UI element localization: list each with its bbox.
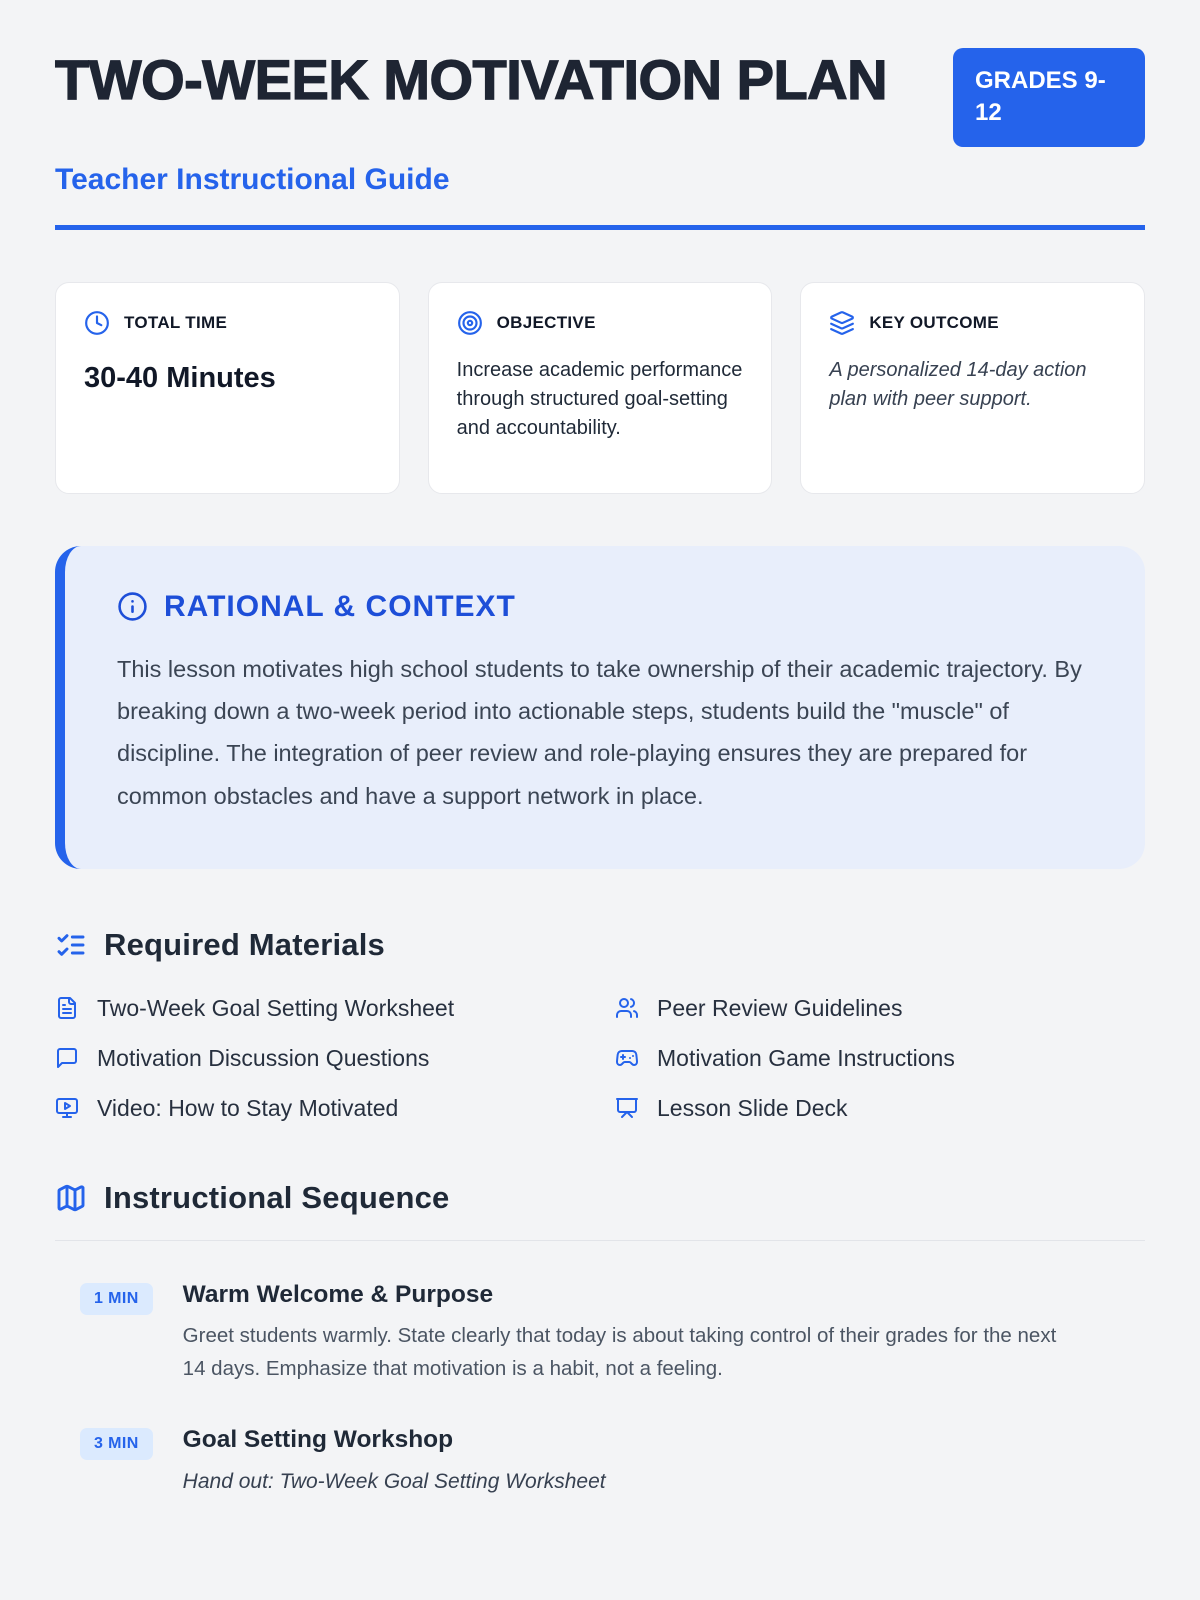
presentation-icon bbox=[615, 1096, 639, 1120]
material-item bbox=[615, 1045, 1145, 1072]
sequence-title: Instructional Sequence bbox=[104, 1179, 450, 1215]
rationale-panel bbox=[55, 546, 1145, 869]
video-icon bbox=[55, 1096, 79, 1120]
users-icon bbox=[615, 996, 639, 1020]
total-time-value: 30-40 Minutes bbox=[84, 361, 276, 394]
step-row bbox=[55, 1426, 1145, 1499]
step-duration-badge: 1 MIN bbox=[80, 1283, 153, 1315]
checklist-icon bbox=[55, 929, 87, 961]
card-label: OBJECTIVE bbox=[496, 312, 596, 332]
material-item bbox=[615, 995, 1145, 1022]
page-title: TWO-WEEK MOTIVATION PLAN bbox=[55, 48, 888, 111]
gamepad-icon bbox=[615, 1046, 639, 1070]
rationale-title: RATIONAL & CONTEXT bbox=[164, 589, 516, 623]
material-label: Lesson Slide Deck bbox=[657, 1094, 848, 1121]
instructional-sequence-section bbox=[55, 1180, 1145, 1498]
target-icon bbox=[457, 310, 483, 336]
step-body bbox=[183, 1281, 1083, 1386]
material-item bbox=[55, 1045, 585, 1072]
total-time-card bbox=[55, 282, 400, 494]
step-description: Greet students warmly. State clearly that today is about taking control of their grades for the next 14 days. Emphasize that motivation is a habit, not a feeling. bbox=[182, 1323, 1057, 1380]
objective-value: Increase academic performance through structured goal-setting and accountability. bbox=[456, 358, 743, 439]
card-label: TOTAL TIME bbox=[124, 312, 228, 332]
step-body bbox=[183, 1426, 606, 1499]
step-row bbox=[55, 1281, 1145, 1386]
material-item bbox=[615, 1095, 1145, 1122]
materials-list bbox=[55, 995, 1145, 1122]
step-title: Goal Setting Workshop bbox=[182, 1425, 454, 1453]
rationale-body: This lesson motivates high school students to take ownership of their academic trajectory. By breaking down a two-week period into actionable steps, students build the "muscle" of discipline. The integration of peer review and role-playing ensures they are prepared for common obstacles and have a support network in place. bbox=[117, 655, 1082, 809]
card-label: KEY OUTCOME bbox=[869, 312, 999, 332]
step-duration-badge: 3 MIN bbox=[80, 1428, 153, 1460]
header-divider bbox=[55, 225, 1145, 230]
key-outcome-card bbox=[800, 282, 1145, 494]
info-icon bbox=[117, 591, 148, 622]
material-label: Motivation Game Instructions bbox=[657, 1044, 955, 1071]
layers-icon bbox=[829, 310, 855, 336]
map-icon bbox=[55, 1182, 87, 1214]
sequence-divider bbox=[55, 1240, 1145, 1241]
material-label: Peer Review Guidelines bbox=[657, 994, 903, 1021]
key-outcome-value: A personalized 14-day action plan with peer support. bbox=[829, 358, 1087, 410]
objective-card bbox=[428, 282, 773, 494]
info-cards bbox=[55, 282, 1145, 494]
materials-title: Required Materials bbox=[104, 926, 385, 962]
material-item bbox=[55, 1095, 585, 1122]
material-item bbox=[55, 995, 585, 1022]
material-label: Video: How to Stay Motivated bbox=[97, 1094, 399, 1121]
grades-badge: GRADES 9-12 bbox=[953, 48, 1145, 147]
clock-icon bbox=[84, 310, 110, 336]
material-label: Motivation Discussion Questions bbox=[97, 1044, 430, 1071]
page-subtitle: Teacher Instructional Guide bbox=[55, 162, 450, 196]
chat-icon bbox=[55, 1046, 79, 1070]
step-title: Warm Welcome & Purpose bbox=[182, 1280, 494, 1308]
document-icon bbox=[55, 996, 79, 1020]
header bbox=[55, 46, 1145, 230]
step-handout: Hand out: Two-Week Goal Setting Worksheet bbox=[182, 1469, 606, 1493]
material-label: Two-Week Goal Setting Worksheet bbox=[97, 994, 455, 1021]
required-materials-section bbox=[55, 927, 1145, 1122]
